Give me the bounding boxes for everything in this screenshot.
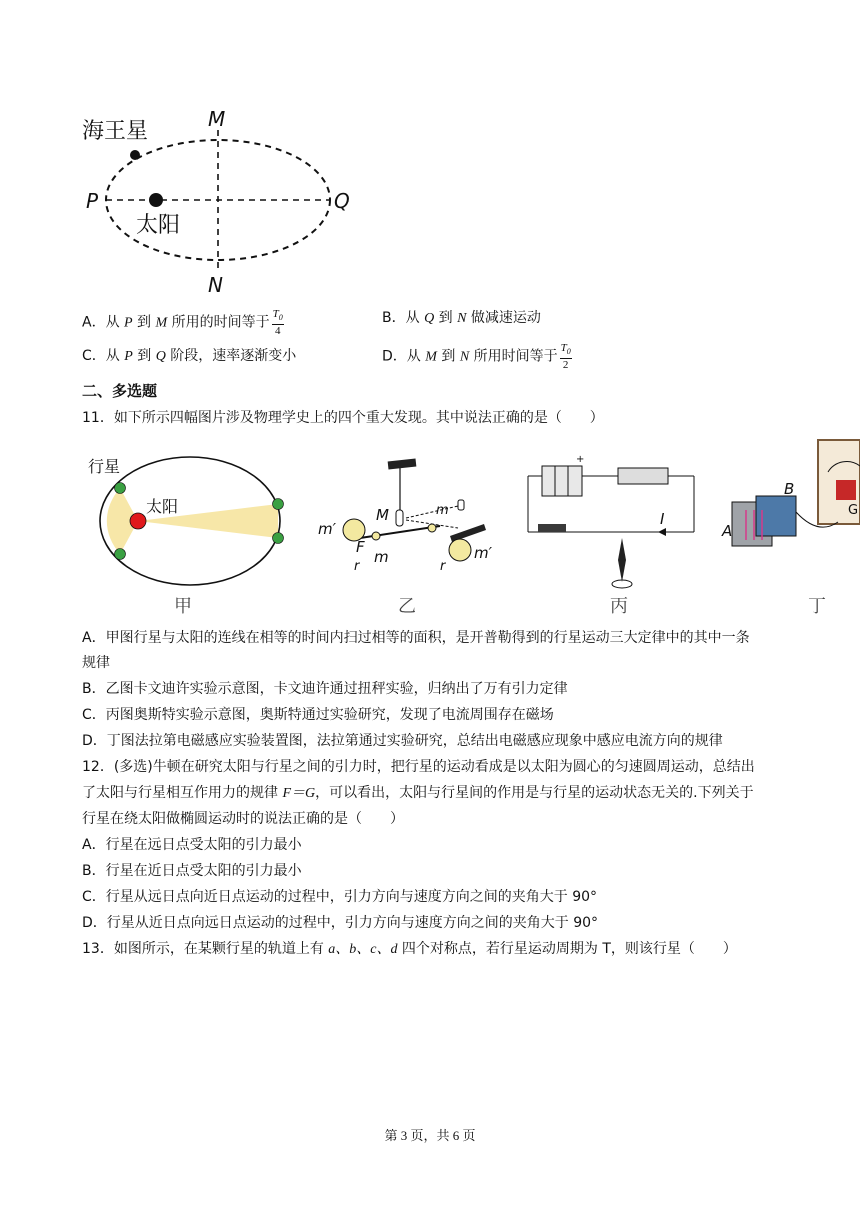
fraction-t0-4: $\frac{T_0}{4}$ — [272, 308, 283, 338]
q12-stem-line1: 12．(多选)牛顿在研究太阳与行星之间的引力时，把行星的运动看成是以太阳为圆心的匀速圆周运动，总结出 — [82, 759, 755, 775]
q10-option-d: D．从 M 到 N 所用时间等于 $\frac{T_0}{2}$ — [382, 342, 571, 372]
light-beam-1 — [406, 506, 458, 518]
label-I: I — [660, 510, 665, 528]
planet-marker-1 — [115, 483, 126, 494]
label-neptune: 海王星 — [82, 119, 149, 144]
label-m-prime-right: m′ — [474, 544, 493, 562]
q10-option-b: B．从 Q 到 N 做减速运动 — [382, 310, 541, 326]
label-F: F — [356, 538, 365, 556]
q13-stem: 13．如图所示，在某颗行星的轨道上有 a、b、c、d 四个对称点，若行星运动周期为 T，则该行星（ ） — [82, 941, 737, 957]
label-Q: Q — [334, 189, 350, 213]
caption-bing: 丙 — [610, 596, 628, 617]
label-m-prime-left: m′ — [318, 520, 337, 538]
light-source — [458, 500, 464, 510]
section-title: 二、多选题 — [82, 382, 158, 400]
mirror — [396, 510, 403, 526]
caption-yi: 乙 — [398, 596, 416, 617]
sun-dot — [149, 193, 163, 207]
figure-yi — [310, 448, 510, 618]
label-r-right: r — [440, 559, 446, 574]
q11-option-a-line2: 规律 — [82, 655, 110, 671]
q10-option-c: C．从 P 到 Q 阶段，速率逐渐变小 — [82, 348, 297, 364]
rheostat — [618, 468, 668, 484]
caption-jia: 甲 — [174, 596, 192, 617]
fraction-t0-2: $\frac{T_0}{2}$ — [560, 342, 571, 372]
galvanometer-magnet — [836, 480, 856, 500]
q12-stem-line2: 了太阳与行星相互作用力的规律 F＝G，可以看出，太阳与行星间的作用是与行星的运动状态无关的.下列关于 — [82, 785, 754, 801]
q12-stem-line3: 行星在绕太阳做椭圆运动时的说法正确的是（ ） — [82, 811, 404, 827]
planet-marker-4 — [273, 533, 284, 544]
sun-marker — [130, 513, 146, 529]
compass-needle — [618, 538, 626, 582]
planet-marker-3 — [273, 499, 284, 510]
page-footer: 第 3 页，共 6 页 — [384, 1128, 476, 1143]
q11-option-c: C．丙图奥斯特实验示意图，奥斯特通过实验研究，发现了电流周围存在磁场 — [82, 707, 554, 723]
label-G: G — [848, 503, 859, 518]
figure-bing — [522, 448, 702, 618]
label-M: M — [376, 506, 389, 524]
caption-ding: 丁 — [808, 596, 826, 617]
orbit-figure — [78, 100, 368, 300]
neptune-dot — [130, 150, 140, 160]
scale-bar — [450, 524, 486, 542]
label-m-left: m — [374, 548, 389, 566]
battery — [542, 466, 582, 496]
label-A: A — [722, 522, 733, 540]
small-ball-right — [428, 524, 436, 532]
label-sun: 太阳 — [136, 213, 181, 238]
label-m-right: m — [436, 503, 449, 518]
figure-jia — [82, 448, 292, 618]
label-r-left: r — [354, 559, 360, 574]
q10-option-a: A．从 P 到 M 所用的时间等于 $\frac{T_0}{4}$ — [82, 308, 283, 338]
mount-top — [388, 459, 417, 470]
label-N: N — [208, 273, 223, 297]
q11-option-b: B．乙图卡文迪许实验示意图，卡文迪许通过扭秤实验，归纳出了万有引力定律 — [82, 681, 568, 697]
label-plus: + — [576, 454, 585, 465]
label-planet: 行星 — [88, 457, 121, 476]
small-ball-left — [372, 532, 380, 540]
switch — [538, 524, 566, 532]
q11-option-d: D．丁图法拉第电磁感应实验装置图，法拉第通过实验研究，总结出电磁感应现象中感应电流方向的规律 — [82, 733, 723, 749]
label-M: M — [208, 107, 226, 131]
label-B: B — [784, 480, 795, 498]
planet-marker-2 — [115, 549, 126, 560]
q12-option-d: D．行星从近日点向远日点运动的过程中，引力方向与速度方向之间的夹角大于 90° — [82, 915, 599, 931]
q12-option-c: C．行星从远日点向近日点运动的过程中，引力方向与速度方向之间的夹角大于 90° — [82, 889, 598, 905]
q11-option-a-line1: A．甲图行星与太阳的连线在相等的时间内扫过相等的面积，是开普勒得到的行星运动三大定律中的其中一条 — [82, 630, 750, 646]
current-arrow — [658, 528, 666, 536]
q12-option-b: B．行星在近日点受太阳的引力最小 — [82, 863, 302, 879]
large-ball-right — [449, 539, 471, 561]
label-P: P — [86, 189, 99, 213]
q12-option-a: A．行星在远日点受太阳的引力最小 — [82, 837, 302, 853]
gravity-formula: F＝G — [282, 786, 316, 801]
figure-ding — [718, 436, 860, 618]
q11-stem: 11．如下所示四幅图片涉及物理学史上的四个重大发现。其中说法正确的是（ ） — [82, 410, 604, 426]
label-sun: 太阳 — [146, 497, 179, 516]
